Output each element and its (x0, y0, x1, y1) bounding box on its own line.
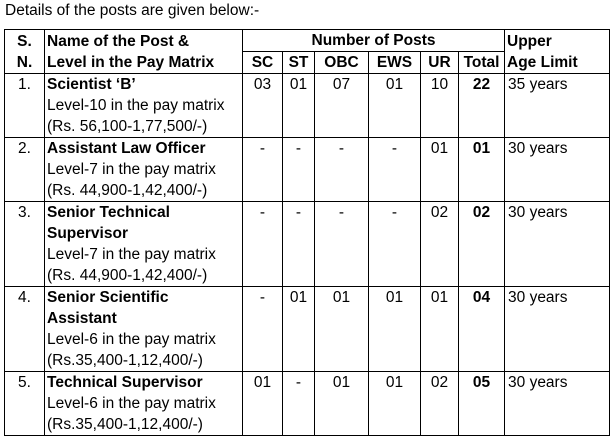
post-title: Assistant Law Officer (47, 140, 206, 157)
row-sc: - (243, 138, 283, 202)
row-age: 30 years (505, 138, 610, 202)
row-st: - (283, 138, 315, 202)
row-obc: 01 (315, 372, 369, 436)
row-total: 05 (459, 372, 505, 436)
row-post-name (45, 372, 243, 436)
posts-table (4, 29, 610, 436)
row-ews: 01 (369, 287, 421, 372)
header-ews: EWS (369, 52, 421, 74)
row-ur: 01 (421, 287, 459, 372)
header-sn: S. N. (5, 30, 45, 74)
table-row (5, 74, 610, 138)
row-st: - (283, 202, 315, 287)
header-obc: OBC (315, 52, 369, 74)
post-title-line-2: Supervisor (47, 225, 128, 242)
row-total: 22 (459, 74, 505, 138)
row-total: 01 (459, 138, 505, 202)
header-post-name: Name of the Post & Level in the Pay Matrix (45, 30, 243, 74)
header-upper-age-limit: Upper Age Limit (505, 30, 610, 74)
row-sn: 1. (5, 74, 45, 138)
row-st: 01 (283, 74, 315, 138)
row-sn: 2. (5, 138, 45, 202)
post-pay: (Rs.35,400-1,12,400/-) (47, 416, 203, 433)
row-ews: 01 (369, 372, 421, 436)
header-sc: SC (243, 52, 283, 74)
row-obc: 07 (315, 74, 369, 138)
row-age: 35 years (505, 74, 610, 138)
row-ews: 01 (369, 74, 421, 138)
post-title: Scientist ‘B’ (47, 76, 136, 93)
post-pay: (Rs. 56,100-1,77,500/-) (47, 118, 208, 135)
row-ur: 02 (421, 372, 459, 436)
row-sn: 4. (5, 287, 45, 372)
table-row (5, 138, 610, 202)
row-age: 30 years (505, 202, 610, 287)
row-sc: - (243, 287, 283, 372)
row-obc: 01 (315, 287, 369, 372)
row-total: 02 (459, 202, 505, 287)
post-pay: (Rs.35,400-1,12,400/-) (47, 352, 203, 369)
row-ur: 01 (421, 138, 459, 202)
table-row (5, 202, 610, 287)
row-st: 01 (283, 287, 315, 372)
intro-text: Details of the posts are given below:- (5, 2, 260, 19)
post-level: Level-7 in the pay matrix (47, 246, 216, 263)
row-post-name (45, 138, 243, 202)
row-post-name (45, 202, 243, 287)
header-total: Total (459, 52, 505, 74)
post-level: Level-7 in the pay matrix (47, 161, 216, 178)
row-age: 30 years (505, 287, 610, 372)
row-sn: 5. (5, 372, 45, 436)
post-title-line-1: Senior Technical (47, 204, 170, 221)
row-sc: 03 (243, 74, 283, 138)
row-ur: 10 (421, 74, 459, 138)
post-level: Level-10 in the pay matrix (47, 97, 225, 114)
table-row (5, 372, 610, 436)
header-number-of-posts: Number of Posts (243, 30, 505, 52)
row-post-name (45, 287, 243, 372)
header-row-1 (5, 30, 610, 52)
row-age: 30 years (505, 372, 610, 436)
row-obc: - (315, 202, 369, 287)
post-pay: (Rs. 44,900-1,42,400/-) (47, 182, 208, 199)
row-sn: 3. (5, 202, 45, 287)
header-st: ST (283, 52, 315, 74)
post-pay: (Rs. 44,900-1,42,400/-) (47, 267, 208, 284)
row-sc: - (243, 202, 283, 287)
post-title-line-1: Senior Scientific (47, 289, 169, 306)
row-total: 04 (459, 287, 505, 372)
post-title-line-2: Assistant (47, 310, 117, 327)
post-level: Level-6 in the pay matrix (47, 395, 216, 412)
row-ur: 02 (421, 202, 459, 287)
row-post-name (45, 74, 243, 138)
row-sc: 01 (243, 372, 283, 436)
post-title: Technical Supervisor (47, 374, 203, 391)
table-row (5, 287, 610, 372)
row-obc: - (315, 138, 369, 202)
post-level: Level-6 in the pay matrix (47, 331, 216, 348)
row-st: - (283, 372, 315, 436)
row-ews: - (369, 138, 421, 202)
header-ur: UR (421, 52, 459, 74)
row-ews: - (369, 202, 421, 287)
